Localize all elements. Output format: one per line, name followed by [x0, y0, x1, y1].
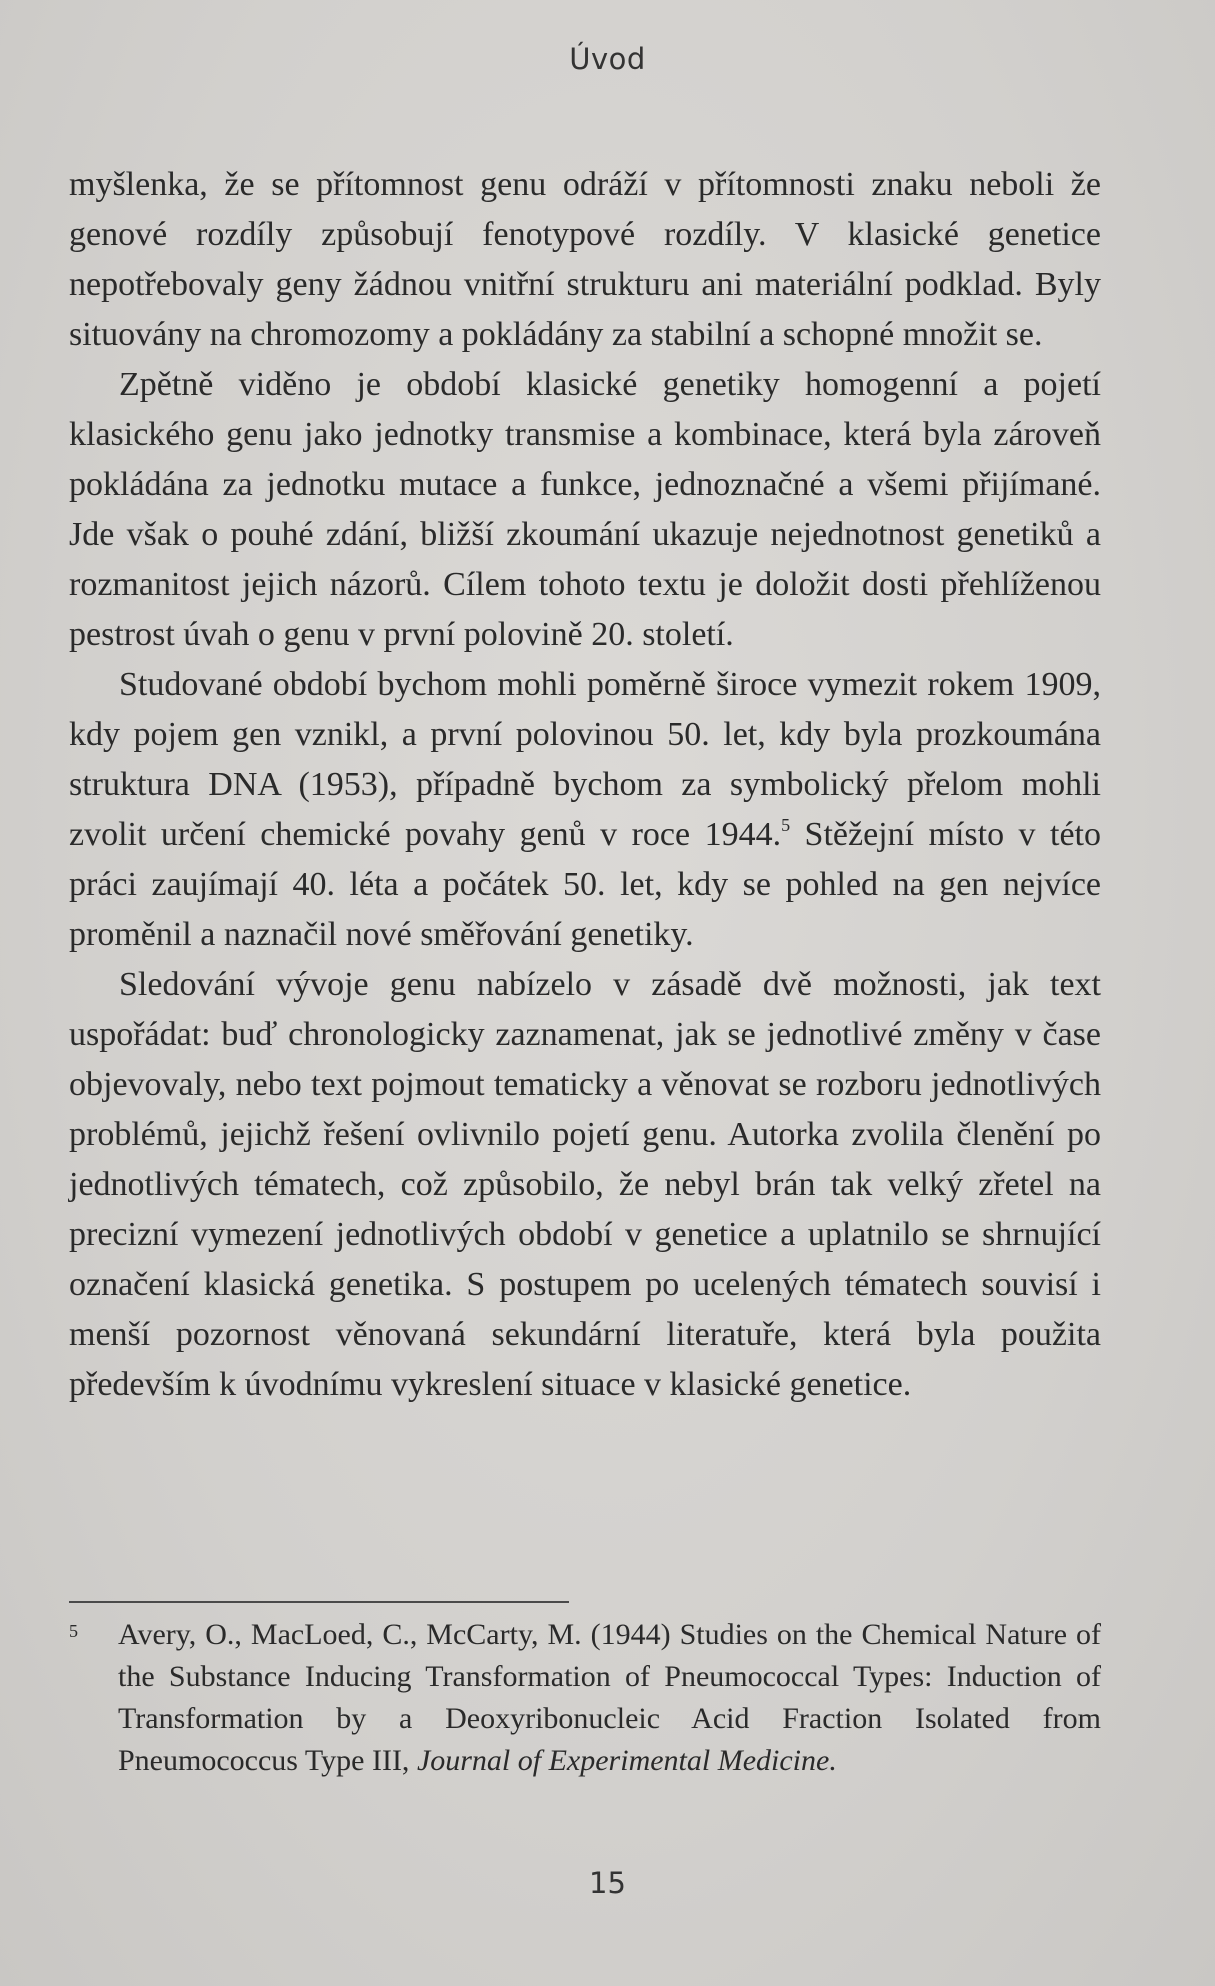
paragraph-2: Zpětně viděno je období klasické genetiky homogenní a pojetí klasického genu jako jednotky transmise a kombinace, která byla zároveň pokládána za jednotku mutace a funkce, jednoznačné a všemi přijímané. Jde však o pouhé zdání, bližší zkoumání ukazuje nejednotnost genetiků a rozmanitost jejich názorů. Cílem tohoto textu je doložit dosti přehlíženou pestrost úvah o genu v první polovině 20. století.: [69, 366, 1101, 653]
paragraph-3-text-b: Stěžejní místo v této práci zaujímají 40. léta a počátek 50. let, kdy se pohled na gen nejvíce proměnil a naznačil nové směřování genetiky.: [69, 816, 1102, 953]
paragraph-3-text-a: Studované období bychom mohli poměrně široce vymezit rokem 1909, kdy pojem gen vznikl, a první polovinou 50. let, kdy byla prozkoumána struktura DNA (1953), případně bychom za symbolický přelom mohli zvolit určení chemické povahy genů v roce 1944.: [69, 666, 1101, 853]
footnote-rule: [69, 1601, 569, 1603]
page-number: 15: [589, 1866, 626, 1900]
footnote-journal: Journal of Experimental Medicine.: [416, 1744, 837, 1777]
paragraph-3: [69, 660, 1101, 960]
footnote-reference: 5: [781, 815, 791, 835]
footnote-citation: Avery, O., MacLoed, C., McCarty, M. (1944) Studies on the Chemical Nature of the Substance Inducing Transformation of Pneumococcal Types: Induction of Transformation by a Deoxyribonucleic Acid Fraction Isolated from Pneumococcus Type III,: [118, 1618, 1101, 1777]
paragraph-4: Sledování vývoje genu nabízelo v zásadě dvě možnosti, jak text uspořádat: buď chronologicky zaznamenat, jak se jednotlivé změny v čase objevovaly, nebo text pojmout tematicky a věnovat se rozboru jednotlivých problémů, jejichž řešení ovlivnilo pojetí genu. Autorka zvolila členění po jednotlivých tématech, což způsobilo, že nebyl brán tak velký zřetel na precizní vymezení jednotlivých období v genetice a uplatnilo se shrnující označení klasická genetika. S postupem po ucelených tématech souvisí i menší pozornost věnovaná sekundární literatuře, která byla použita především k úvodnímu vykreslení situace v klasické genetice.: [69, 966, 1101, 1403]
body-text: [69, 160, 1101, 1410]
footnote: [69, 1614, 1101, 1782]
footnote-number: 5: [69, 1621, 78, 1641]
footnote-text: [118, 1614, 1101, 1782]
paragraph-1: myšlenka, že se přítomnost genu odráží v přítomnosti znaku neboli že genové rozdíly způsobují fenotypové rozdíly. V klasické genetice nepotřebovaly geny žádnou vnitřní strukturu ani materiální podklad. Byly situovány na chromozomy a pokládány za stabilní a schopné množit se.: [69, 166, 1101, 353]
running-head: Úvod: [569, 42, 646, 76]
